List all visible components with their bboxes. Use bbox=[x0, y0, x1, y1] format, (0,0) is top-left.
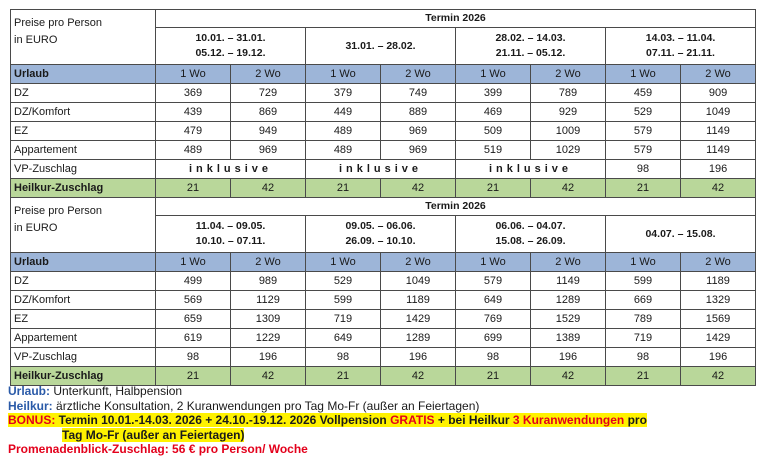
price-cell: 1529 bbox=[531, 310, 606, 329]
price-cell: 1009 bbox=[531, 122, 606, 141]
price-cell: 1429 bbox=[381, 310, 456, 329]
note-bonus bbox=[8, 413, 753, 428]
price-cell: 42 bbox=[231, 179, 306, 198]
corner-label-line: in EURO bbox=[14, 222, 58, 234]
price-cell: 719 bbox=[306, 310, 381, 329]
price-cell: 579 bbox=[606, 141, 681, 160]
price-cell: 1389 bbox=[531, 329, 606, 348]
price-table bbox=[10, 9, 756, 386]
table-row bbox=[11, 122, 756, 141]
week-header-cell: 1 Wo bbox=[306, 253, 381, 272]
price-cell: 669 bbox=[606, 291, 681, 310]
price-cell: 599 bbox=[606, 272, 681, 291]
price-cell: 929 bbox=[531, 103, 606, 122]
week-header-cell: 1 Wo bbox=[156, 253, 231, 272]
price-cell: 649 bbox=[456, 291, 531, 310]
bonus-text-1: Termin 10.01.-14.03. 2026 + 24.10.-19.12. 2026 Vollpension bbox=[55, 413, 391, 427]
corner-label-line: Preise pro Person bbox=[14, 205, 103, 217]
price-cell: 21 bbox=[306, 179, 381, 198]
price-cell: 98 bbox=[456, 348, 531, 367]
period-cell bbox=[606, 28, 756, 65]
period-cell bbox=[306, 216, 456, 253]
price-cell: 619 bbox=[156, 329, 231, 348]
week-header-cell: 2 Wo bbox=[231, 253, 306, 272]
price-cell: 42 bbox=[381, 367, 456, 386]
price-cell: 42 bbox=[381, 179, 456, 198]
price-cell: 969 bbox=[231, 141, 306, 160]
note-urlaub-text: Unterkunft, Halbpension bbox=[50, 384, 183, 398]
price-cell: 98 bbox=[606, 348, 681, 367]
price-cell: 489 bbox=[156, 141, 231, 160]
note-heilkur bbox=[8, 399, 753, 414]
row-label: EZ bbox=[11, 122, 156, 141]
week-header-cell: 2 Wo bbox=[231, 65, 306, 84]
price-cell: 789 bbox=[606, 310, 681, 329]
price-cell: 399 bbox=[456, 84, 531, 103]
price-cell: 519 bbox=[456, 141, 531, 160]
week-header-cell: 1 Wo bbox=[606, 253, 681, 272]
price-cell: 379 bbox=[306, 84, 381, 103]
row-label: Heilkur-Zuschlag bbox=[11, 367, 156, 386]
price-cell: 21 bbox=[156, 179, 231, 198]
week-header-cell: 1 Wo bbox=[456, 253, 531, 272]
price-cell: 769 bbox=[456, 310, 531, 329]
price-cell: 579 bbox=[606, 122, 681, 141]
table-row bbox=[11, 291, 756, 310]
price-cell: 1049 bbox=[381, 272, 456, 291]
week-header-cell: 2 Wo bbox=[531, 65, 606, 84]
price-cell: 42 bbox=[681, 179, 756, 198]
period-cell bbox=[306, 28, 456, 65]
period-line: 21.11. – 05.12. bbox=[495, 47, 566, 59]
price-cell: 21 bbox=[456, 367, 531, 386]
row-label: Urlaub bbox=[11, 65, 156, 84]
corner-label bbox=[11, 198, 156, 253]
week-header-cell: 2 Wo bbox=[681, 65, 756, 84]
bonus-text-4: Tag Mo-Fr (außer an Feiertagen) bbox=[62, 427, 245, 442]
price-cell: 909 bbox=[681, 84, 756, 103]
price-cell: 1309 bbox=[231, 310, 306, 329]
price-cell: 1149 bbox=[681, 141, 756, 160]
price-cell: 196 bbox=[231, 348, 306, 367]
promenade-text: Promenadenblick-Zuschlag: 56 € pro Person/ Woche bbox=[8, 442, 308, 456]
price-cell: 42 bbox=[681, 367, 756, 386]
table-row bbox=[11, 310, 756, 329]
period-cell bbox=[156, 216, 306, 253]
corner-label-line: Preise pro Person bbox=[14, 17, 103, 29]
period-cell bbox=[156, 28, 306, 65]
price-cell: 969 bbox=[381, 141, 456, 160]
row-label: DZ/Komfort bbox=[11, 291, 156, 310]
price-cell: 469 bbox=[456, 103, 531, 122]
price-cell: 789 bbox=[531, 84, 606, 103]
price-cell: 969 bbox=[381, 122, 456, 141]
inklusive-cell: inklusive bbox=[456, 160, 606, 179]
price-cell: 949 bbox=[231, 122, 306, 141]
price-cell: 42 bbox=[231, 367, 306, 386]
price-cell: 21 bbox=[606, 367, 681, 386]
note-promenade bbox=[8, 442, 753, 457]
price-cell: 21 bbox=[156, 367, 231, 386]
heilkur-row bbox=[11, 179, 756, 198]
price-cell: 499 bbox=[156, 272, 231, 291]
period-line: 28.02. – 14.03. bbox=[495, 32, 566, 44]
period-line: 07.11. – 21.11. bbox=[646, 47, 715, 59]
price-cell: 989 bbox=[231, 272, 306, 291]
period-line: 14.03. – 11.04. bbox=[645, 32, 716, 44]
price-cell: 659 bbox=[156, 310, 231, 329]
week-header-cell: 1 Wo bbox=[606, 65, 681, 84]
price-cell: 649 bbox=[306, 329, 381, 348]
price-cell: 489 bbox=[306, 122, 381, 141]
row-label: VP-Zuschlag bbox=[11, 160, 156, 179]
row-label: DZ bbox=[11, 272, 156, 291]
inklusive-cell: inklusive bbox=[156, 160, 306, 179]
bonus-text-3: pro bbox=[624, 413, 647, 427]
bonus-text-2: + bei Heilkur bbox=[434, 413, 513, 427]
week-header-cell: 1 Wo bbox=[156, 65, 231, 84]
week-header-cell: 1 Wo bbox=[456, 65, 531, 84]
row-label: VP-Zuschlag bbox=[11, 348, 156, 367]
table-row bbox=[11, 272, 756, 291]
price-cell: 42 bbox=[531, 367, 606, 386]
period-line: 05.12. – 19.12. bbox=[195, 47, 266, 59]
termin-header: Termin 2026 bbox=[156, 10, 756, 28]
price-cell: 1569 bbox=[681, 310, 756, 329]
period-line: 09.05. – 06.06. bbox=[345, 220, 416, 232]
price-cell: 729 bbox=[231, 84, 306, 103]
price-cell: 21 bbox=[456, 179, 531, 198]
termin-row bbox=[11, 198, 756, 216]
table-row bbox=[11, 103, 756, 122]
price-cell: 529 bbox=[306, 272, 381, 291]
price-cell: 579 bbox=[456, 272, 531, 291]
note-urlaub bbox=[8, 384, 753, 399]
termin-header: Termin 2026 bbox=[156, 198, 756, 216]
period-cell bbox=[606, 216, 756, 253]
bonus-kuranwendungen: 3 Kuranwendungen bbox=[512, 413, 625, 427]
week-header-cell: 2 Wo bbox=[381, 65, 456, 84]
period-cell bbox=[456, 28, 606, 65]
week-header-cell: 2 Wo bbox=[681, 253, 756, 272]
row-label: Appartement bbox=[11, 329, 156, 348]
week-header-cell: 2 Wo bbox=[531, 253, 606, 272]
price-cell: 196 bbox=[381, 348, 456, 367]
vp-row bbox=[11, 348, 756, 367]
price-cell: 1149 bbox=[531, 272, 606, 291]
price-cell: 21 bbox=[306, 367, 381, 386]
price-cell: 21 bbox=[606, 179, 681, 198]
corner-label bbox=[11, 10, 156, 65]
price-cell: 369 bbox=[156, 84, 231, 103]
price-cell: 1049 bbox=[681, 103, 756, 122]
notes-section bbox=[8, 384, 753, 457]
price-cell: 529 bbox=[606, 103, 681, 122]
bonus-key: BONUS: bbox=[8, 413, 56, 427]
price-cell: 869 bbox=[231, 103, 306, 122]
heilkur-row bbox=[11, 367, 756, 386]
price-cell: 719 bbox=[606, 329, 681, 348]
termin-row bbox=[11, 10, 756, 28]
bonus-gratis: GRATIS bbox=[390, 413, 435, 427]
row-label: Heilkur-Zuschlag bbox=[11, 179, 156, 198]
period-line: 04.07. – 15.08. bbox=[645, 227, 716, 240]
period-cell bbox=[456, 216, 606, 253]
urlaub-header-row bbox=[11, 65, 756, 84]
price-cell: 889 bbox=[381, 103, 456, 122]
period-line: 31.01. – 28.02. bbox=[345, 39, 416, 52]
price-cell: 449 bbox=[306, 103, 381, 122]
period-line: 10.10. – 07.11. bbox=[195, 235, 266, 247]
price-cell: 98 bbox=[306, 348, 381, 367]
vp-row bbox=[11, 160, 756, 179]
price-cell: 1129 bbox=[231, 291, 306, 310]
price-cell: 459 bbox=[606, 84, 681, 103]
table-row bbox=[11, 141, 756, 160]
period-line: 15.08. – 26.09. bbox=[495, 235, 566, 247]
note-heilkur-text: ärztliche Konsultation, 2 Kuranwendungen pro Tag Mo-Fr (außer an Feiertagen) bbox=[52, 398, 480, 413]
row-label: Appartement bbox=[11, 141, 156, 160]
corner-label-line: in EURO bbox=[14, 34, 58, 46]
row-label: DZ/Komfort bbox=[11, 103, 156, 122]
price-cell: 1029 bbox=[531, 141, 606, 160]
price-cell: 509 bbox=[456, 122, 531, 141]
price-cell: 599 bbox=[306, 291, 381, 310]
price-cell: 699 bbox=[456, 329, 531, 348]
week-header-cell: 2 Wo bbox=[381, 253, 456, 272]
price-cell: 1189 bbox=[681, 272, 756, 291]
period-line: 11.04. – 09.05. bbox=[195, 220, 266, 232]
price-cell: 1429 bbox=[681, 329, 756, 348]
price-cell: 1289 bbox=[531, 291, 606, 310]
price-cell: 439 bbox=[156, 103, 231, 122]
period-line: 06.06. – 04.07. bbox=[495, 220, 566, 232]
note-urlaub-key: Urlaub: bbox=[8, 384, 50, 398]
price-cell: 196 bbox=[681, 160, 756, 179]
note-bonus-line2 bbox=[8, 428, 753, 443]
price-cell: 98 bbox=[156, 348, 231, 367]
price-cell: 569 bbox=[156, 291, 231, 310]
urlaub-header-row bbox=[11, 253, 756, 272]
price-cell: 196 bbox=[531, 348, 606, 367]
period-line: 26.09. – 10.10. bbox=[345, 235, 416, 247]
price-cell: 1229 bbox=[231, 329, 306, 348]
row-label: EZ bbox=[11, 310, 156, 329]
price-cell: 42 bbox=[531, 179, 606, 198]
table-row bbox=[11, 329, 756, 348]
note-heilkur-key: Heilkur: bbox=[8, 398, 53, 413]
inklusive-cell: inklusive bbox=[306, 160, 456, 179]
price-cell: 1329 bbox=[681, 291, 756, 310]
price-cell: 1289 bbox=[381, 329, 456, 348]
week-header-cell: 1 Wo bbox=[306, 65, 381, 84]
price-cell: 1149 bbox=[681, 122, 756, 141]
price-cell: 98 bbox=[606, 160, 681, 179]
price-cell: 489 bbox=[306, 141, 381, 160]
row-label: DZ bbox=[11, 84, 156, 103]
price-cell: 479 bbox=[156, 122, 231, 141]
price-cell: 1189 bbox=[381, 291, 456, 310]
price-cell: 749 bbox=[381, 84, 456, 103]
row-label: Urlaub bbox=[11, 253, 156, 272]
price-cell: 196 bbox=[681, 348, 756, 367]
period-line: 10.01. – 31.01. bbox=[195, 32, 266, 44]
table-row bbox=[11, 84, 756, 103]
